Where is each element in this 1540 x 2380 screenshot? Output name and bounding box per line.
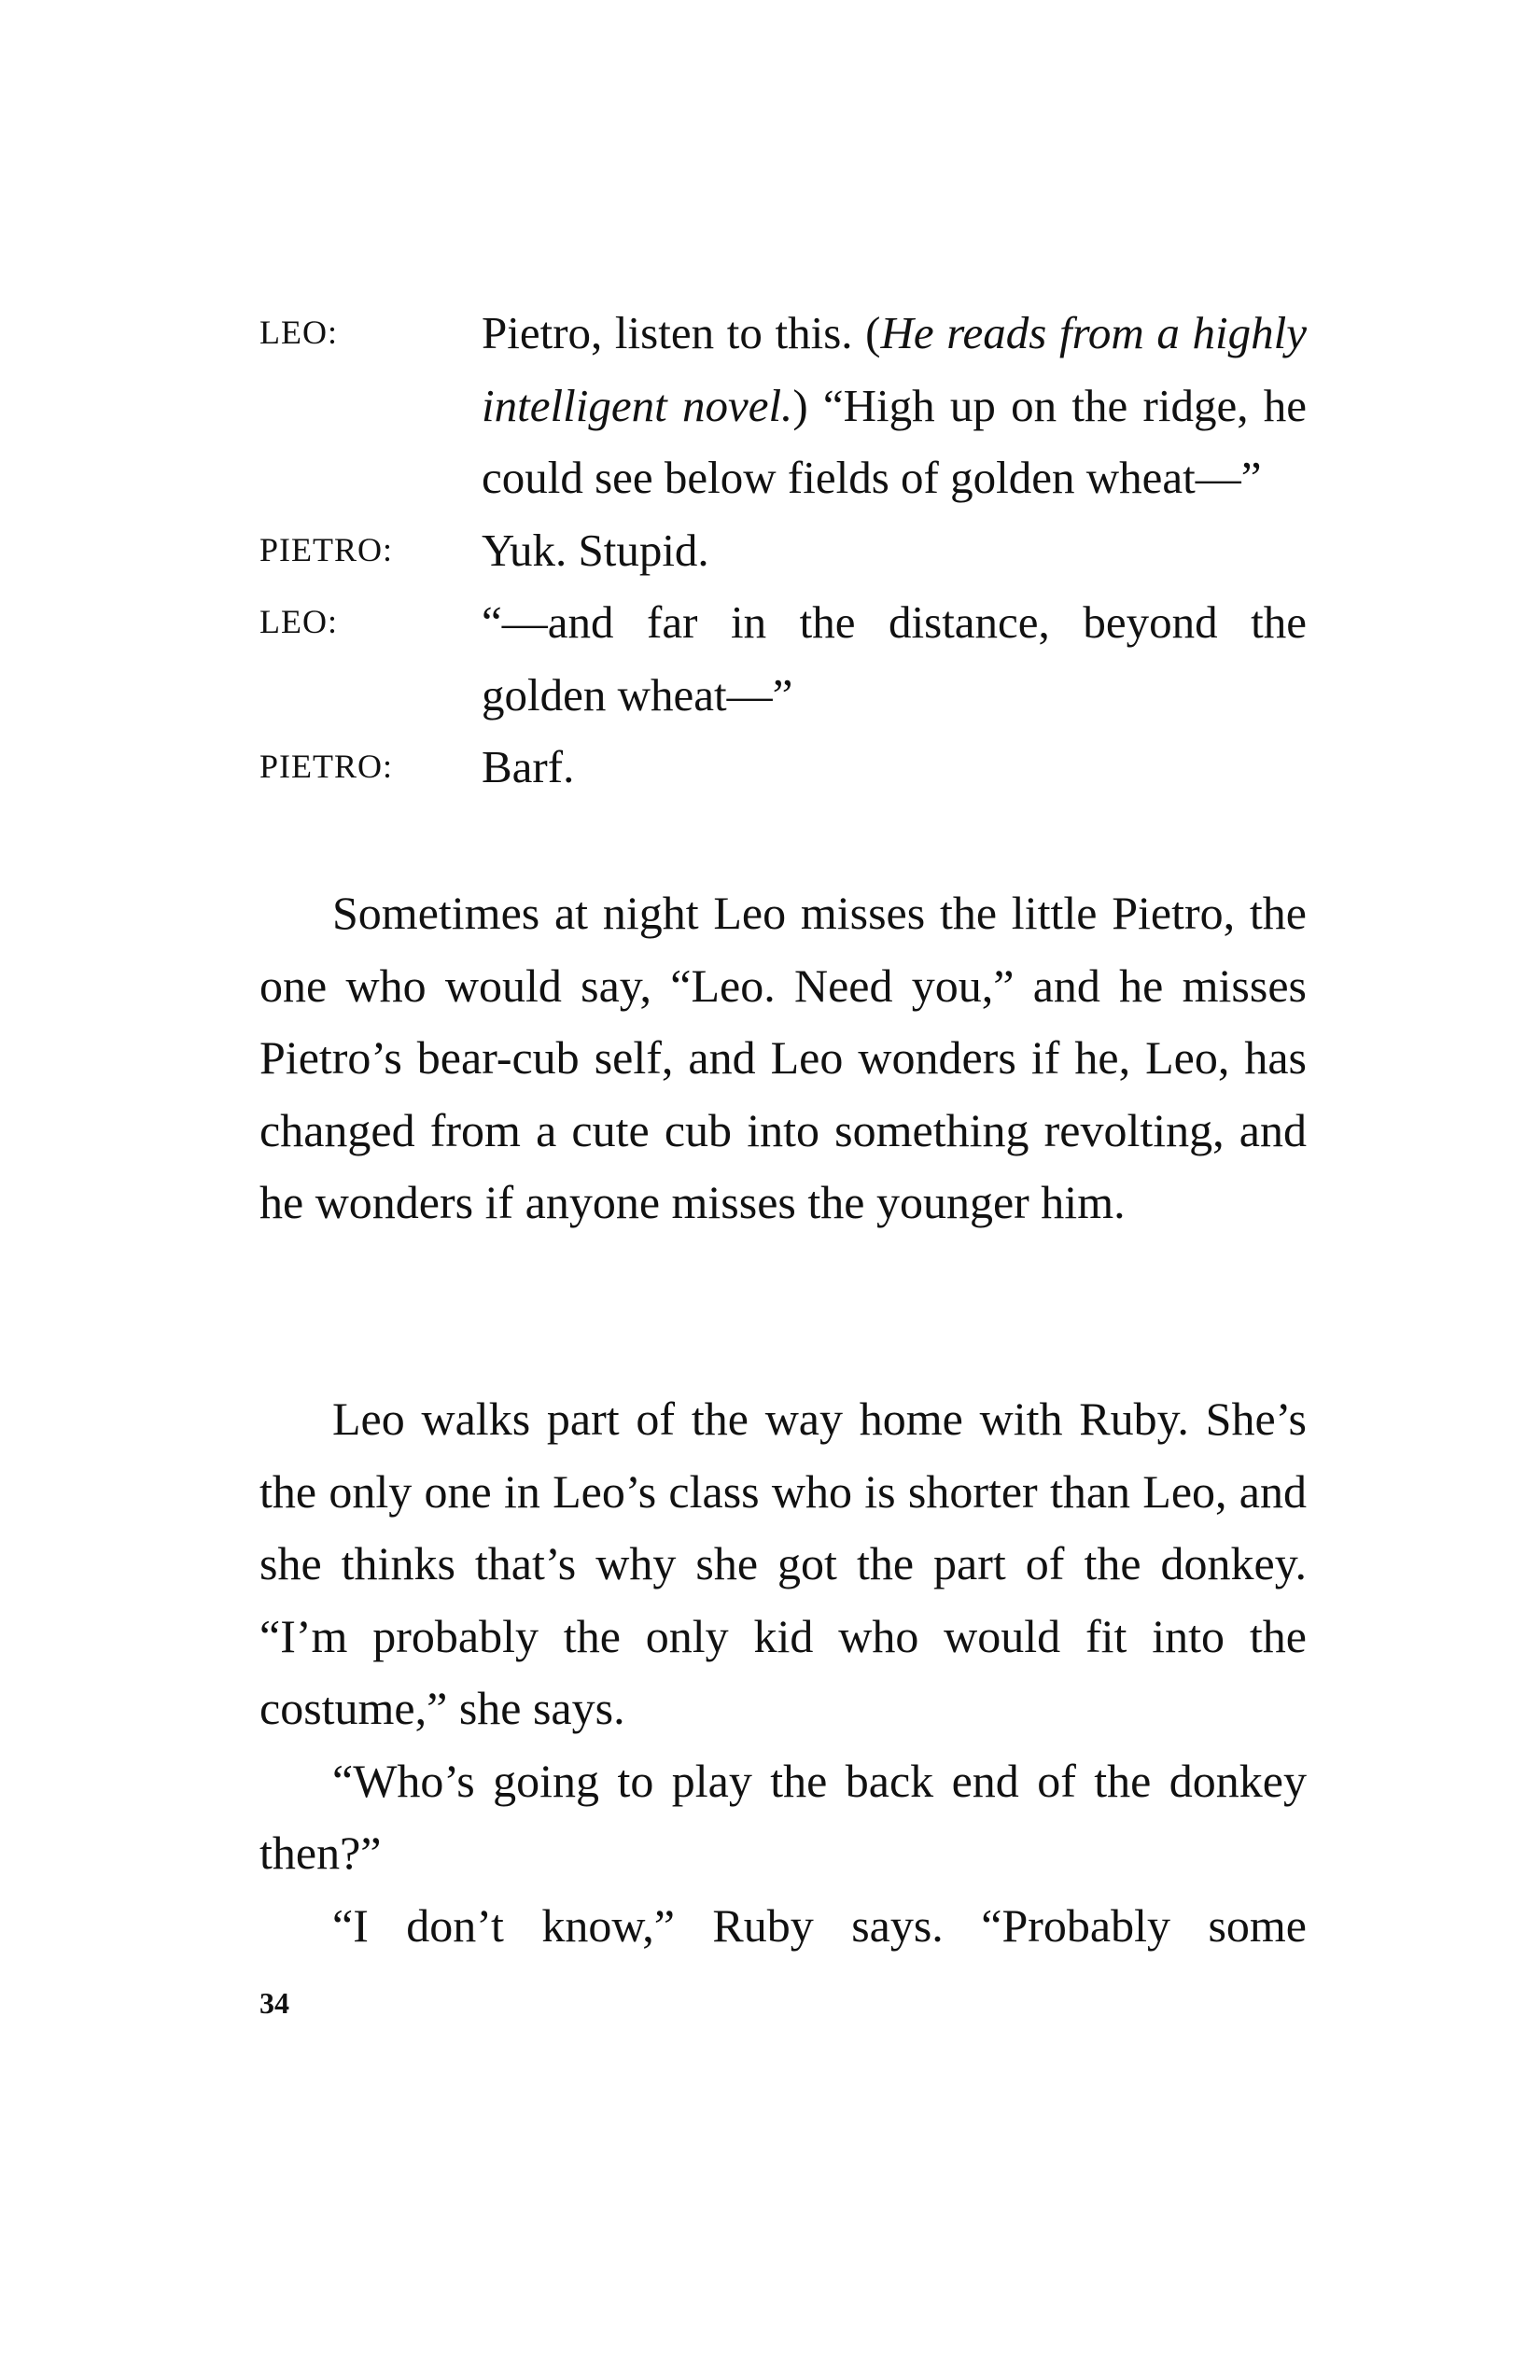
speech-text: “—and far in the distance, beyond the golden wheat—” [482, 596, 1307, 721]
speech-before-stage: Pietro, listen to this. ( [482, 307, 881, 358]
dialogue-line [259, 514, 1307, 586]
dialogue-line [259, 586, 1307, 731]
speech-text: Barf. [482, 741, 575, 792]
speaker-label: PIETRO: [259, 531, 394, 568]
paragraph: Sometimes at night Leo misses the little Pietro, the one who would say, “Leo. Need you,” and he misses Pietro’s bear-cub self, and Leo wonders if he, Leo, has changed from a cute cub into something revolting, and he wonders if anyone misses the younger him. [259, 887, 1307, 1228]
speaker-label: LEO: [259, 314, 338, 351]
speaker-label: PIETRO: [259, 748, 394, 785]
speech-text: Yuk. Stupid. [482, 525, 709, 576]
dialogue-block [259, 297, 1307, 803]
prose-section [259, 877, 1307, 1239]
speaker-label: LEO: [259, 603, 338, 640]
prose-section [259, 1383, 1307, 1962]
stage-direction: He reads from a highly intelligent novel. [482, 307, 1307, 431]
paragraph: “Who’s going to play the back end of the donkey then?” [259, 1754, 1307, 1879]
page-number: 34 [259, 1986, 289, 2020]
paragraph: Leo walks part of the way home with Ruby. She’s the only one in Leo’s class who is shorter than Leo, and she thinks that’s why she got the part of the donkey. “I’m probably the only kid who would fit into the costume,” she says. [259, 1393, 1307, 1734]
speech-after-stage: ) “High up on the ridge, he could see below fields of golden wheat—” [482, 379, 1307, 503]
speech-text [482, 297, 1307, 514]
dialogue-line [259, 297, 1307, 514]
paragraph: “I don’t know,” Ruby says. “Probably some [332, 1898, 1307, 1952]
dialogue-line [259, 731, 1307, 803]
